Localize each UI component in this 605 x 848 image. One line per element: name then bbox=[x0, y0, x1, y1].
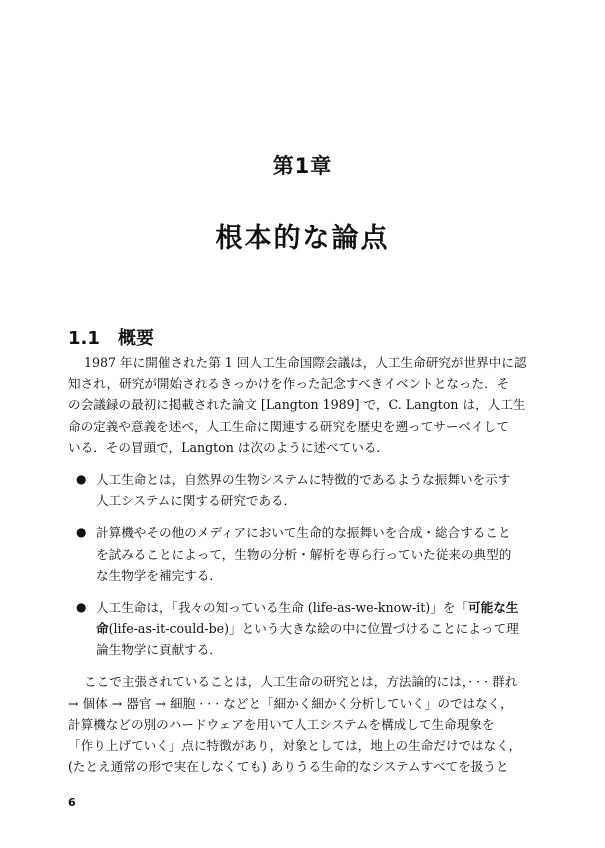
section-heading bbox=[68, 324, 154, 350]
paragraph-line: (たとえ通常の形で実在しなくても) ありうる生命的なシステムすべてを扱うと bbox=[68, 759, 509, 775]
bullet-icon: ● bbox=[76, 471, 87, 486]
paragraph-line: 1987 年に開催された第 1 回人工生命国際会議は，人工生命研究が世界中に認 bbox=[84, 355, 527, 370]
paragraph-line: 計算機などの別のハードウェアを用いて人工システムを構成して生命現象を bbox=[68, 716, 495, 732]
bullet-list bbox=[68, 469, 536, 661]
text-run: 人工生命は，「我々の知っている生命 (life-as-we-know-it)」を「 bbox=[96, 599, 468, 615]
emphasis-text: 命 bbox=[96, 621, 109, 637]
section-title: 概要 bbox=[118, 328, 154, 349]
closing-paragraph bbox=[68, 671, 536, 777]
paragraph-line: の会議録の最初に掲載された論文 [Langton 1989] で，C. Langton は，人工生 bbox=[68, 397, 526, 413]
list-item bbox=[68, 522, 536, 586]
paragraph-line: → 個体 → 器官 → 細胞 · · · などと「細かく細かく分析していく」のではなく， bbox=[68, 695, 513, 711]
bullet-icon: ● bbox=[76, 525, 87, 540]
list-item-line bbox=[96, 597, 536, 618]
paragraph-line: 「作り上げていく」点に特徴があり，対象としては，地上の生命だけではなく， bbox=[68, 738, 522, 753]
section-number: 1.1 bbox=[68, 328, 100, 349]
list-item-line: な生物学を補完する． bbox=[96, 567, 222, 583]
chapter-title: 根本的な論点 bbox=[215, 223, 390, 254]
bullet-icon: ● bbox=[76, 599, 87, 614]
list-item-line: 人工システムに関する研究である． bbox=[96, 493, 297, 509]
paragraph-line: 命の定義や意義を述べ，人工生命に関連する研究を歴史を遡ってサーベイして bbox=[68, 418, 509, 434]
body-text bbox=[68, 352, 536, 777]
paragraph-line: いる．その冒頭で，Langton は次のように述べている． bbox=[68, 439, 390, 455]
emphasis-text: 可能な生 bbox=[468, 599, 519, 615]
text-run: (life-as-it-could-be)」という大きな絵の中に位置づけることによって理 bbox=[108, 621, 519, 637]
list-item bbox=[68, 597, 536, 661]
list-item bbox=[68, 469, 536, 511]
paragraph-line: 知され，研究が開始されるきっかけを作った記念すべきイベントとなった．そ bbox=[68, 376, 510, 392]
chapter-label: 第1章 bbox=[272, 154, 333, 178]
page-number: 6 bbox=[68, 796, 76, 809]
list-item-line: 論生物学に貢献する． bbox=[96, 642, 222, 658]
intro-paragraph bbox=[68, 352, 536, 458]
list-item-line: 計算機やその他のメディアにおいて生命的な振舞いを合成・総合すること bbox=[96, 525, 511, 541]
list-item-line bbox=[96, 618, 536, 639]
paragraph-line: ここで主張されていることは，人工生命の研究とは，方法論的には，· · · 群れ bbox=[84, 674, 518, 690]
list-item-line: を試みることによって，生物の分析・解析を専ら行っていた従来の典型的 bbox=[96, 546, 512, 562]
list-item-line: 人工生命とは，自然界の生物システムに特徴的であるような振舞いを示す bbox=[96, 471, 511, 487]
